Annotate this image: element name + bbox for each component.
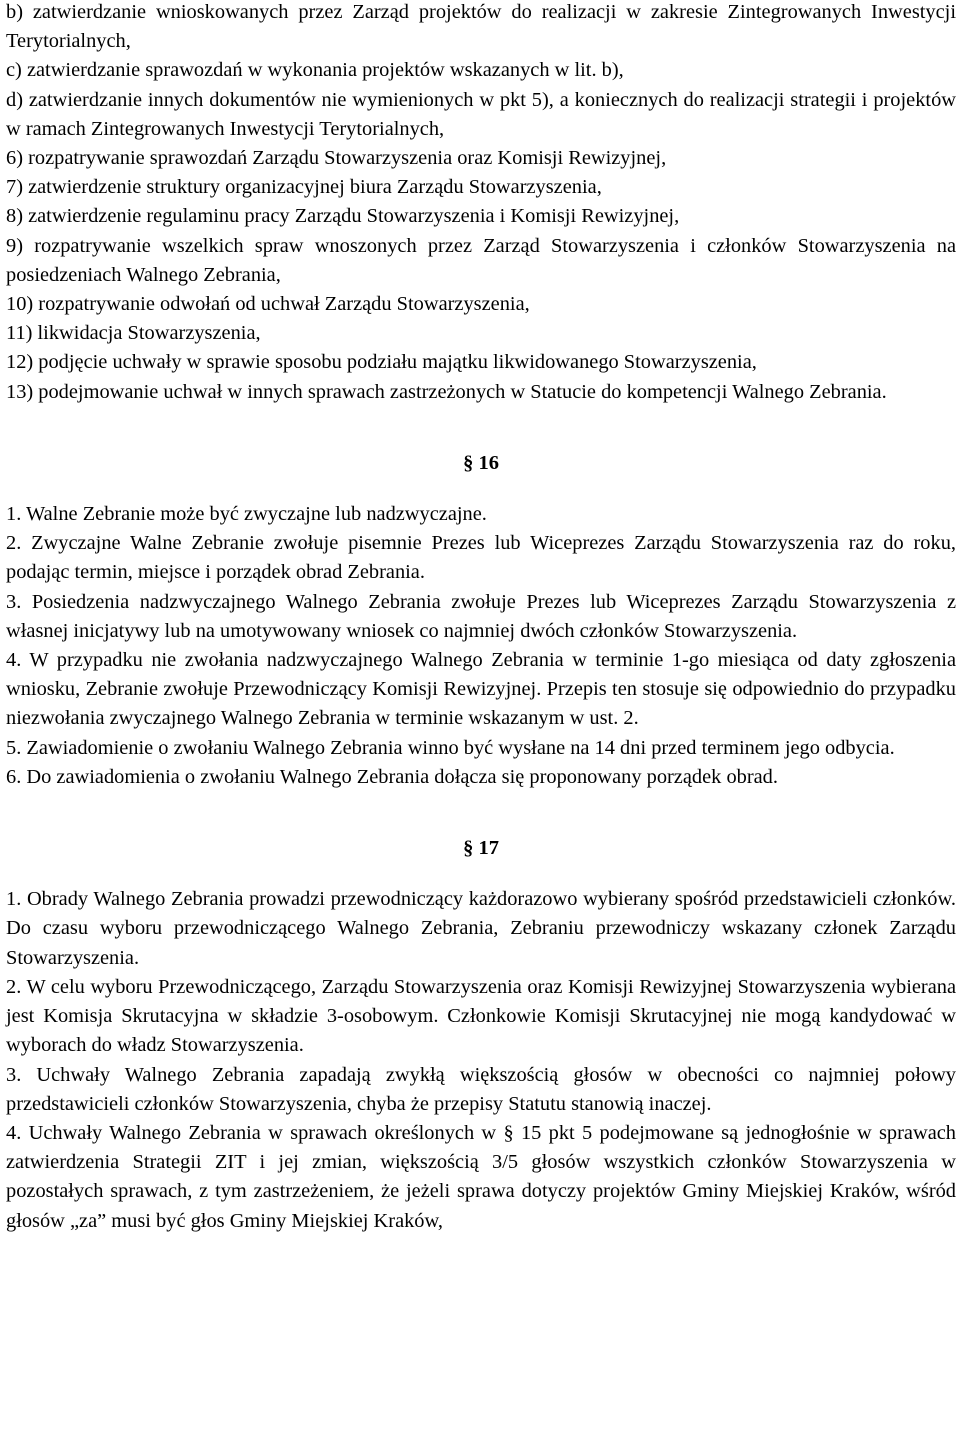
paragraph: 3. Uchwały Walnego Zebrania zapadają zwykłą większością głosów w obecności co najmniej połowy przedstawicieli członków Stowarzyszenia, chyba że przepisy Statutu stanowią inaczej. bbox=[6, 1063, 956, 1115]
paragraph: 4. Uchwały Walnego Zebrania w sprawach określonych w § 15 pkt 5 podejmowane są jednogłośnie w sprawach zatwierdzenia Strategii ZIT i jej zmian, większością 3/5 głosów wszystkich członków Stowarzyszenia w pozostałych sprawach, z tym zastrzeżeniem, że jeżeli sprawa dotyczy projektów Gminy Miejskiej Kraków, wśród głosów „za” musi być głos Gminy Miejskiej Kraków, bbox=[6, 1121, 956, 1232]
list-item: c) zatwierdzanie sprawozdań w wykonania projektów wskazanych w lit. b), bbox=[6, 59, 624, 82]
section-16-body bbox=[6, 500, 956, 792]
section-17-heading: § 17 bbox=[463, 837, 499, 860]
list-item: 7) zatwierdzenie struktury organizacyjnej biura Zarządu Stowarzyszenia, bbox=[6, 176, 602, 199]
paragraph: 1. Obrady Walnego Zebrania prowadzi przewodniczący każdorazowo wybierany spośród przedstawicieli członków. Do czasu wyboru przewodniczącego Walnego Zebrania, Zebraniu przewodniczy wskazany członek Zarządu Stowarzyszenia. bbox=[6, 888, 956, 969]
list-item: 13) podejmowanie uchwał w innych sprawach zastrzeżonych w Statucie do kompetencji Walnego Zebrania. bbox=[6, 380, 887, 403]
list-item: 9) rozpatrywanie wszelkich spraw wnoszonych przez Zarząd Stowarzyszenia i członków Stowarzyszenia na posiedzeniach Walnego Zebrania, bbox=[6, 234, 956, 286]
list-item: b) zatwierdzanie wnioskowanych przez Zarząd projektów do realizacji w zakresie Zintegrowanych Inwestycji Terytorialnych, bbox=[6, 1, 956, 53]
paragraph: 6. Do zawiadomienia o zwołaniu Walnego Zebrania dołącza się proponowany porządek obrad. bbox=[6, 765, 778, 788]
paragraph: 3. Posiedzenia nadzwyczajnego Walnego Zebrania zwołuje Prezes lub Wiceprezes Zarządu Stowarzyszenia z własnej inicjatywy lub na umotywowany wniosek co najmniej dwóch członków Stowarzyszenia. bbox=[6, 590, 956, 642]
list-item: d) zatwierdzanie innych dokumentów nie wymienionych w pkt 5), a koniecznych do realizacji strategii i projektów w ramach Zintegrowanych Inwestycji Terytorialnych, bbox=[6, 88, 956, 140]
section-16-heading: § 16 bbox=[463, 451, 499, 474]
paragraph: 1. Walne Zebranie może być zwyczajne lub nadzwyczajne. bbox=[6, 503, 487, 526]
list-item: 6) rozpatrywanie sprawozdań Zarządu Stowarzyszenia oraz Komisji Rewizyjnej, bbox=[6, 147, 667, 170]
paragraph: 2. Zwyczajne Walne Zebranie zwołuje pisemnie Prezes lub Wiceprezes Zarządu Stowarzyszenia raz do roku, podając termin, miejsce i porządek obrad Zebrania. bbox=[6, 532, 956, 584]
list-item: 10) rozpatrywanie odwołań od uchwał Zarządu Stowarzyszenia, bbox=[6, 293, 530, 316]
list-item: 11) likwidacja Stowarzyszenia, bbox=[6, 322, 261, 345]
list-item: 12) podjęcie uchwały w sprawie sposobu podziału majątku likwidowanego Stowarzyszenia, bbox=[6, 351, 757, 374]
list-item: 8) zatwierdzenie regulaminu pracy Zarządu Stowarzyszenia i Komisji Rewizyjnej, bbox=[6, 205, 680, 228]
paragraph: 4. W przypadku nie zwołania nadzwyczajnego Walnego Zebrania w terminie 1-go miesiąca od daty zgłoszenia wniosku, Zebranie zwołuje Przewodniczący Komisji Rewizyjnej. Przepis ten stosuje się odpowiednio do przypadku niezwołania zwyczajnego Walnego Zebrania w terminie wskazanym w ust. 2. bbox=[6, 649, 956, 730]
paragraph: 2. W celu wyboru Przewodniczącego, Zarządu Stowarzyszenia oraz Komisji Rewizyjnej Stowarzyszenia wybierana jest Komisja Skrutacyjna w składzie 3-osobowym. Członkowie Komisji Skrutacyjnej nie mogą kandydować w wyborach do władz Stowarzyszenia. bbox=[6, 975, 956, 1057]
paragraph: 5. Zawiadomienie o zwołaniu Walnego Zebrania winno być wysłane na 14 dni przed terminem jego odbycia. bbox=[6, 736, 895, 759]
section-17-body bbox=[6, 885, 956, 1235]
intro-list bbox=[6, 0, 956, 407]
